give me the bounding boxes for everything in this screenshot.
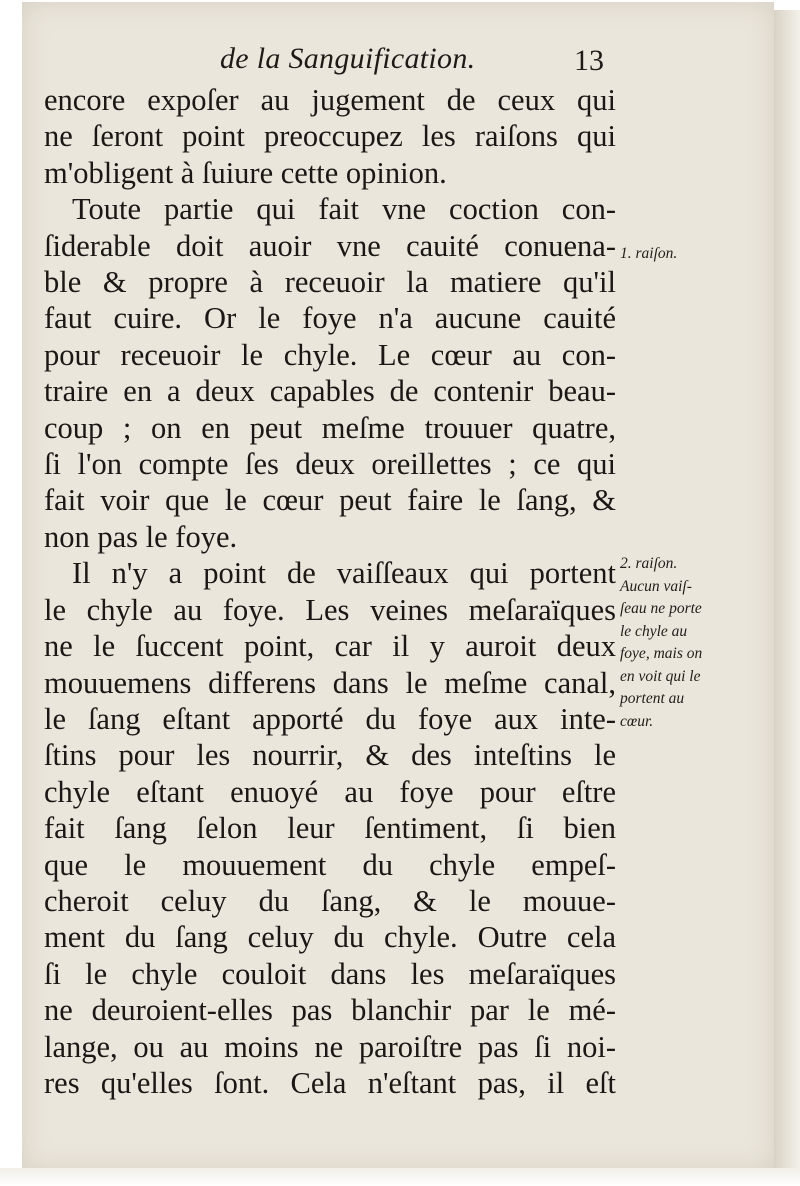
margin-note-line: ſeau ne porte xyxy=(620,600,702,617)
text-line: ment du ſang celuy du chyle. Outre cela xyxy=(44,920,616,955)
body-text xyxy=(44,82,616,1101)
text-line: mouuemens differens dans le meſme canal, xyxy=(44,665,616,700)
text-line: ſi le chyle couloit dans les meſaraïques xyxy=(44,956,616,991)
margin-note-line: le chyle au xyxy=(620,622,688,640)
text-line: coup ; on en peut meſme trouuer quatre, xyxy=(44,410,616,445)
text-line: fait voir que le cœur peut faire le ſang, & xyxy=(44,483,616,518)
text-line: ne le ſuccent point, car il y auroit deux xyxy=(44,629,616,664)
text-line: non pas le foye. xyxy=(44,519,238,554)
text-line: lange, ou au moins ne paroiſtre pas ſi noi- xyxy=(44,1029,616,1064)
margin-note-line: 2. raiſon. xyxy=(620,555,678,572)
text-line: m'obligent à ſuiure cette opinion. xyxy=(44,155,447,190)
text-line: res qu'elles ſont. Cela n'eſtant pas, il eſt xyxy=(44,1065,616,1100)
margin-note-line: 1. raiſon. xyxy=(620,245,678,262)
scan-bottom-margin xyxy=(0,1168,800,1186)
running-title: de la Sanguification. xyxy=(220,42,476,75)
text-line: que le mouuement du chyle empeſ- xyxy=(44,847,616,882)
margin-note-line: en voit qui le xyxy=(620,667,701,685)
text-line: traire en a deux capables de contenir beau- xyxy=(44,374,616,409)
margin-note-2 xyxy=(620,553,756,733)
margin-note-line: foye, mais on xyxy=(620,645,703,662)
text-line: ſi l'on compte ſes deux oreillettes ; ce qui xyxy=(44,447,616,482)
text-line: faut cuire. Or le foye n'a aucune cauité xyxy=(44,301,616,336)
text-line: pour receuoir le chyle. Le cœur au con- xyxy=(44,337,616,372)
page-edge xyxy=(774,10,800,1186)
text-line: Il n'y a point de vaiſſeaux qui portent xyxy=(72,556,616,591)
text-line: le ſang eſtant apporté du foye aux inte- xyxy=(44,701,616,736)
page-header xyxy=(0,42,800,86)
text-line: ſiderable doit auoir vne cauité conuena- xyxy=(44,228,616,263)
text-line: ſtins pour les nourrir, & des inteſtins le xyxy=(44,738,616,773)
margin-note-line: Aucun vaiſ- xyxy=(620,577,692,595)
text-line: le chyle au foye. Les veines meſaraïques xyxy=(44,592,616,627)
text-line: ne deuroient-elles pas blanchir par le mé- xyxy=(44,993,616,1028)
margin-note-1 xyxy=(620,243,756,266)
text-line: Toute partie qui fait vne coction con- xyxy=(72,192,616,227)
text-line: ne ſeront point preoccupez les raiſons qui xyxy=(44,119,616,154)
page-number: 13 xyxy=(574,44,604,77)
text-line: cheroit celuy du ſang, & le mouue- xyxy=(44,883,616,918)
text-line: chyle eſtant enuoyé au foye pour eſtre xyxy=(44,774,616,809)
text-line: fait ſang ſelon leur ſentiment, ſi bien xyxy=(44,811,616,846)
margin-note-line: cœur. xyxy=(620,712,654,730)
text-line: ble & propre à receuoir la matiere qu'il xyxy=(44,265,616,300)
margin-note-line: portent au xyxy=(620,690,685,707)
text-line: encore expoſer au jugement de ceux qui xyxy=(44,83,616,117)
